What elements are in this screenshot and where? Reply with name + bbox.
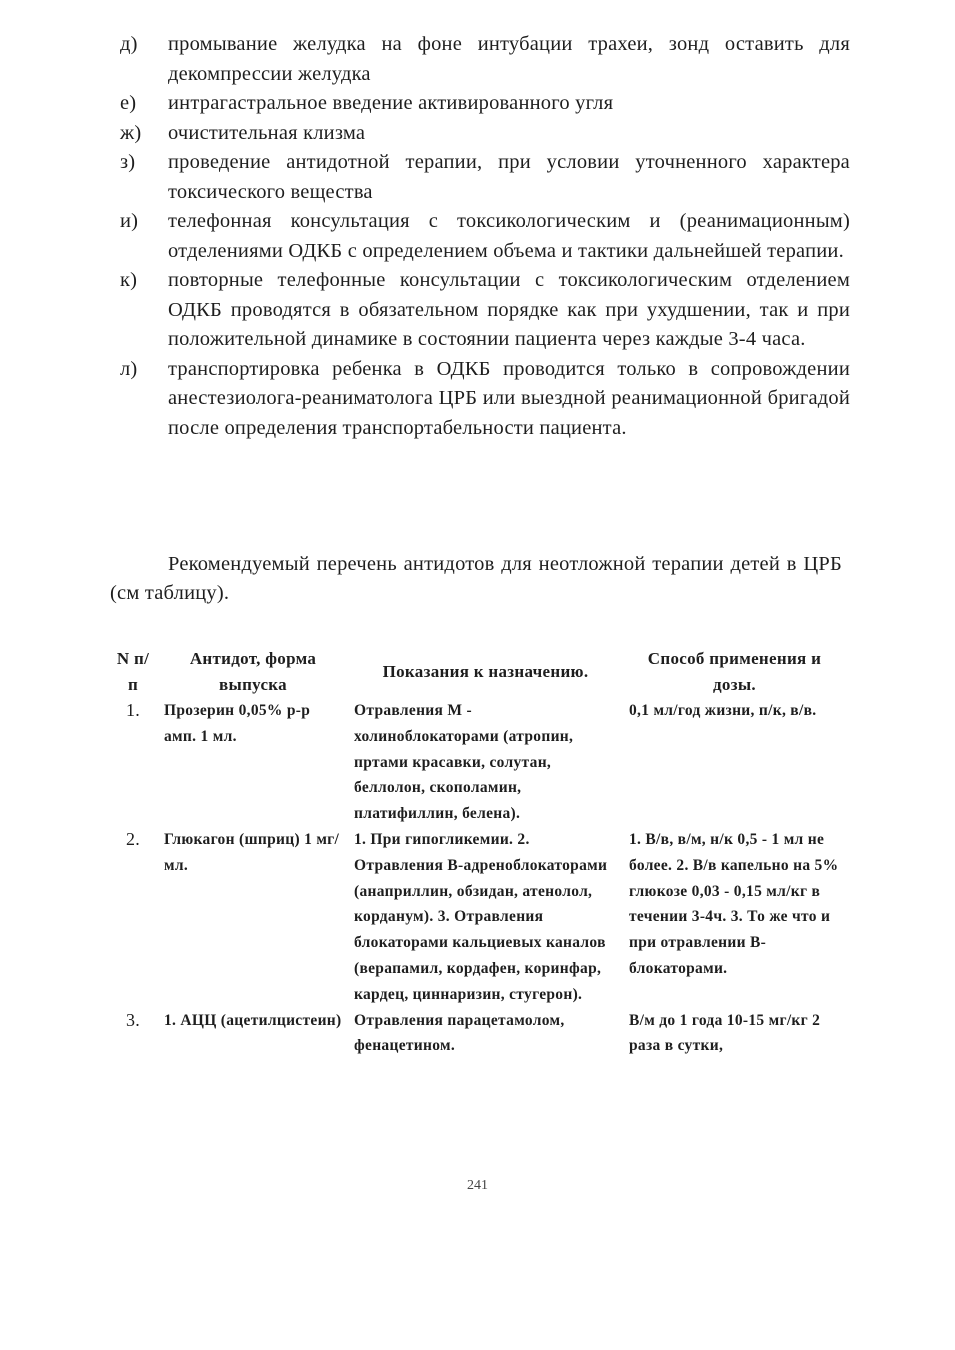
table-row xyxy=(108,698,846,827)
table-header-row xyxy=(108,646,846,698)
table-row xyxy=(108,827,846,1008)
row-method: 0,1 мл/год жизни, п/к, в/в. xyxy=(629,702,817,719)
instruction-list xyxy=(110,30,850,443)
list-item-text: очистительная клизма xyxy=(168,121,366,144)
row-num: 1. xyxy=(125,700,141,720)
row-antidote: Прозерин 0,05% р-р амп. 1 мл. xyxy=(164,702,311,745)
list-item-text: промывание желудка на фоне интубации трахеи, зонд оставить для декомпрессии желудка xyxy=(168,33,850,85)
header-antidote: Антидот, форма выпуска xyxy=(189,649,317,694)
list-marker: ж) xyxy=(120,121,142,144)
row-method: В/м до 1 года 10-15 мг/кг 2 раза в сутки, xyxy=(629,1011,821,1055)
list-item xyxy=(110,207,850,266)
header-indications: Показания к назначению. xyxy=(382,662,589,681)
list-item xyxy=(110,30,850,89)
row-indications: 1. При гипогликемии. 2. Отравления В-адреноблокаторами (анаприллин, обзидан, атенолол, корданум). 3. Отравления блокаторами кальциевых каналов (верапамил, кордафен, коринфар, кардец, циннаризин, стугерон). xyxy=(354,830,608,1003)
page-number: 241 xyxy=(467,1178,488,1193)
list-item-text: телефонная консультация с токсикологическим и (реанимационным) отделениями ОДКБ с определением объема и тактики дальнейшей терапии. xyxy=(168,210,850,262)
list-item-text: проведение антидотной терапии, при условии уточненного характера токсического вещества xyxy=(168,151,850,203)
list-item xyxy=(110,266,850,355)
list-item xyxy=(110,89,850,119)
header-num: N п/п xyxy=(116,649,150,694)
list-marker: к) xyxy=(120,269,138,291)
row-method: 1. В/в, в/м, н/к 0,5 - 1 мл не более. 2. В/в капельно на 5% глюкозе 0,03 - 0,15 мл/кг в течении 3-4ч. 3. То же что и при отравлении В-блокаторами. xyxy=(629,830,839,977)
intro-paragraph: Рекомендуемый перечень антидотов для неотложной терапии детей в ЦРБ (см таблицу). xyxy=(110,552,842,604)
list-item-text: транспортировка ребенка в ОДКБ проводится только в сопровождении анестезиолога-реаниматолога ЦРБ или выездной реанимационной бригадой после определения транспортабельности пациента. xyxy=(168,357,850,439)
list-item-text: интрагастральное введение активированного угля xyxy=(168,92,614,114)
row-indications: Отравления М - холиноблокаторами (атропин, пртами красавки, солутан, беллолон, скополамин, платифиллин, белена). xyxy=(354,702,574,823)
table-row xyxy=(108,1008,846,1060)
row-num: 3. xyxy=(125,1009,141,1030)
list-marker: л) xyxy=(120,357,138,380)
row-indications: Отравления парацетамолом, фенацетином. xyxy=(354,1011,565,1055)
list-marker: и) xyxy=(120,210,139,232)
list-item xyxy=(110,148,850,207)
row-num: 2. xyxy=(125,828,141,849)
list-item xyxy=(110,119,850,149)
list-marker: д) xyxy=(120,33,138,55)
list-item xyxy=(110,355,850,444)
header-method: Способ применения и дозы. xyxy=(647,649,822,694)
list-marker: е) xyxy=(120,92,137,114)
list-item-text: повторные телефонные консультации с токсикологическим отделением ОДКБ проводятся в обязательном порядке как при ухудшении, так и при положительной динамике в состоянии пациента через каждые 3-4 часа. xyxy=(168,269,850,350)
row-antidote: Глюкагон (шприц) 1 мг/мл. xyxy=(164,830,340,874)
row-antidote: 1. АЦЦ (ацетилцистеин) xyxy=(164,1011,342,1029)
antidote-table xyxy=(108,646,846,1059)
list-marker: з) xyxy=(120,151,136,173)
